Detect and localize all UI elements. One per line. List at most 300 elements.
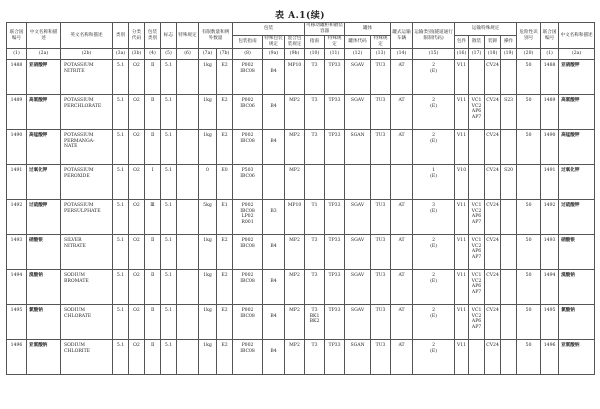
un-number-cell-2: 1489 [541, 95, 559, 130]
class-cell: 5.1 [113, 60, 129, 95]
class-code-cell: O2 [129, 270, 145, 305]
excepted-quantity-cell: E2 [217, 95, 233, 130]
col-number: (6) [177, 49, 199, 60]
table-row [7, 305, 595, 340]
col-mixed-packing: 混合包装规定 [285, 36, 305, 49]
col-tank-group: 罐体 [345, 23, 391, 36]
col-ts-operation: 操作 [501, 36, 517, 49]
label-cell: 5.1 [161, 60, 177, 95]
header-row-1 [7, 23, 595, 36]
ts-operation-cell [501, 340, 517, 375]
cn-name-cell: 高锰酸钾 [27, 130, 61, 165]
label-cell: 5.1 [161, 200, 177, 235]
col-en-name: 英文名称和描述 [61, 23, 113, 49]
tank-instruction-cell: T3 [305, 270, 325, 305]
packing-instruction-cell: P002 IBC08 [233, 130, 263, 165]
class-cell: 5.1 [113, 130, 129, 165]
ts-package-cell: V11 [455, 340, 469, 375]
tank-code-cell: SGAN [345, 130, 371, 165]
mixed-packing-cell: MP2 [285, 235, 305, 270]
packing-group-cell: Ⅱ [145, 235, 161, 270]
en-name-cell: POTASSIUM PERSULPHATE [61, 200, 113, 235]
dangerous-goods-table [6, 22, 595, 375]
limited-quantity-cell: 1kg [199, 270, 217, 305]
packing-instruction-cell: P002 IBC08 [233, 270, 263, 305]
col-un-no-2: 联合国编号 [541, 23, 559, 49]
limited-quantity-cell: 1kg [199, 235, 217, 270]
packing-group-cell: Ⅱ [145, 95, 161, 130]
excepted-quantity-cell: E1 [217, 200, 233, 235]
special-provision-cell [177, 235, 199, 270]
tank-instruction-cell: T1 [305, 200, 325, 235]
mixed-packing-cell: MP10 [285, 200, 305, 235]
tank-code-cell: SGAV [345, 270, 371, 305]
ts-loading-cell: CV24 [485, 130, 501, 165]
cn-name-cell: 高氯酸钾 [27, 95, 61, 130]
tank-provision-cell [371, 165, 391, 200]
un-number-cell: 1495 [7, 305, 27, 340]
transport-category-cell: 2 (E) [413, 130, 455, 165]
packing-instruction-cell: P002 IBC08 [233, 305, 263, 340]
class-cell: 5.1 [113, 165, 129, 200]
cn-name-cell-2: 溴酸钠 [559, 270, 595, 305]
table-row [7, 340, 595, 375]
un-number-cell: 1490 [7, 130, 27, 165]
ts-bulk-cell [469, 340, 485, 375]
hazard-id-cell: 50 [517, 130, 541, 165]
cn-name-cell-2: 高氯酸钾 [559, 95, 595, 130]
col-number: (2a) [27, 49, 61, 60]
cn-name-cell: 亚硝酸钾 [27, 60, 61, 95]
col-ts-bulk: 散装 [469, 36, 485, 49]
mixed-packing-cell: MP2 [285, 305, 305, 340]
class-code-cell: O2 [129, 305, 145, 340]
ts-package-cell: V10 [455, 165, 469, 200]
special-provision-cell [177, 95, 199, 130]
col-number: (7b) [217, 49, 233, 60]
class-code-cell: O2 [129, 165, 145, 200]
cn-name-cell-2: 高锰酸钾 [559, 130, 595, 165]
hazard-id-cell: 50 [517, 200, 541, 235]
limited-quantity-cell: 0 [199, 165, 217, 200]
tank-special-cell: TP33 [325, 235, 345, 270]
tank-provision-cell: TU3 [371, 270, 391, 305]
ts-loading-cell: CV24 [485, 270, 501, 305]
cn-name-cell-2: 过硫酸钾 [559, 200, 595, 235]
ts-operation-cell [501, 270, 517, 305]
transport-category-cell: 2 (E) [413, 270, 455, 305]
en-name-cell: SILVER NITRATE [61, 235, 113, 270]
excepted-quantity-cell: E0 [217, 165, 233, 200]
transport-category-cell: 2 (E) [413, 235, 455, 270]
packing-group-cell: Ⅱ [145, 270, 161, 305]
ts-package-cell: V11 [455, 60, 469, 95]
special-packing-cell: B4 [263, 270, 285, 305]
ts-package-cell: V11 [455, 235, 469, 270]
un-number-cell: 1491 [7, 165, 27, 200]
label-cell: 5.1 [161, 340, 177, 375]
transport-category-cell: 1 (E) [413, 165, 455, 200]
cn-name-cell: 过硫酸钾 [27, 200, 61, 235]
ts-loading-cell: CV24 [485, 200, 501, 235]
un-number-cell: 1496 [7, 340, 27, 375]
un-number-cell-2: 1494 [541, 270, 559, 305]
cn-name-cell: 亚氯酸钠 [27, 340, 61, 375]
col-transport-category: 运输类别(隧道通行限制代码) [413, 23, 455, 49]
col-class-code: 分类代码 [129, 23, 145, 49]
packing-group-cell: Ⅱ [145, 60, 161, 95]
col-number: (8) [233, 49, 263, 60]
vehicle-cell: AT [391, 200, 413, 235]
tank-instruction-cell: T3 BK1 BK2 [305, 305, 325, 340]
special-packing-cell: B3 [263, 200, 285, 235]
mixed-packing-cell: MP10 [285, 60, 305, 95]
col-limited-excepted: 有限数量和例外数量 [199, 23, 233, 49]
hazard-id-cell: 50 [517, 340, 541, 375]
class-cell: 5.1 [113, 340, 129, 375]
mixed-packing-cell: MP2 [285, 270, 305, 305]
col-number: (20) [517, 49, 541, 60]
col-number: (3b) [129, 49, 145, 60]
cn-name-cell: 溴酸钠 [27, 270, 61, 305]
ts-operation-cell: S23 [501, 95, 517, 130]
tank-provision-cell: TU3 [371, 60, 391, 95]
special-packing-cell: B4 [263, 60, 285, 95]
col-number: (13) [371, 49, 391, 60]
un-number-cell: 1488 [7, 60, 27, 95]
ts-bulk-cell: VC1 VC2 AP6 AP7 [469, 95, 485, 130]
limited-quantity-cell: 1kg [199, 95, 217, 130]
tank-instruction-cell: T3 [305, 235, 325, 270]
col-tank-special: 特殊规定 [325, 36, 345, 49]
col-number: (15) [413, 49, 455, 60]
excepted-quantity-cell: E2 [217, 60, 233, 95]
label-cell: 5.1 [161, 165, 177, 200]
tank-code-cell: SGAN [345, 340, 371, 375]
table-row [7, 130, 595, 165]
ts-loading-cell: CV24 [485, 305, 501, 340]
cn-name-cell: 硝酸银 [27, 235, 61, 270]
packing-group-cell: Ⅱ [145, 340, 161, 375]
class-cell: 5.1 [113, 235, 129, 270]
ts-package-cell: V11 [455, 200, 469, 235]
ts-bulk-cell [469, 165, 485, 200]
en-name-cell: SODIUM BROMATE [61, 270, 113, 305]
table-row [7, 235, 595, 270]
tank-code-cell: SGAV [345, 95, 371, 130]
vehicle-cell: AT [391, 130, 413, 165]
hazard-id-cell: 50 [517, 305, 541, 340]
table-row [7, 60, 595, 95]
hazard-id-cell: 50 [517, 95, 541, 130]
un-number-cell-2: 1493 [541, 235, 559, 270]
table-row [7, 165, 595, 200]
tank-special-cell: TP33 [325, 340, 345, 375]
vehicle-cell: AT [391, 305, 413, 340]
special-provision-cell [177, 165, 199, 200]
special-provision-cell [177, 60, 199, 95]
tank-code-cell: SGAV [345, 235, 371, 270]
class-cell: 5.1 [113, 200, 129, 235]
special-packing-cell: B4 [263, 235, 285, 270]
col-un-no: 联合国编号 [7, 23, 27, 49]
ts-operation-cell [501, 200, 517, 235]
ts-package-cell: V11 [455, 270, 469, 305]
col-number: (10) [305, 49, 325, 60]
cn-name-cell-2: 过氧化钾 [559, 165, 595, 200]
tank-code-cell: SGAV [345, 200, 371, 235]
ts-package-cell: V11 [455, 305, 469, 340]
col-ts-package: 包件 [455, 36, 469, 49]
class-code-cell: O2 [129, 95, 145, 130]
tank-code-cell [345, 165, 371, 200]
un-number-cell-2: 1496 [541, 340, 559, 375]
tank-provision-cell: TU3 [371, 235, 391, 270]
label-cell: 5.1 [161, 95, 177, 130]
col-ts-loading: 装卸 [485, 36, 501, 49]
ts-loading-cell: CV24 [485, 340, 501, 375]
limited-quantity-cell: 1kg [199, 130, 217, 165]
vehicle-cell: AT [391, 235, 413, 270]
special-packing-cell: B4 [263, 305, 285, 340]
hazard-id-cell [517, 165, 541, 200]
ts-operation-cell [501, 60, 517, 95]
un-number-cell-2: 1492 [541, 200, 559, 235]
special-provision-cell [177, 305, 199, 340]
column-number-row [7, 49, 595, 60]
packing-group-cell: Ⅰ [145, 165, 161, 200]
un-number-cell-2: 1491 [541, 165, 559, 200]
col-portable-tank-group: 可移动罐柜和散装容器 [306, 23, 343, 34]
transport-category-cell: 2 (E) [413, 305, 455, 340]
special-provision-cell [177, 200, 199, 235]
vehicle-cell: AT [391, 60, 413, 95]
excepted-quantity-cell: E2 [217, 270, 233, 305]
col-labels: 标志 [161, 23, 177, 49]
en-name-cell: POTASSIUM PERCHLORATE [61, 95, 113, 130]
ts-package-cell: V11 [455, 95, 469, 130]
col-special-packing: 特殊包装规定 [264, 36, 283, 47]
label-cell: 5.1 [161, 130, 177, 165]
col-number: (2a) [559, 49, 595, 60]
table-row [7, 200, 595, 235]
ts-operation-cell: S20 [501, 165, 517, 200]
tank-provision-cell: TU3 [371, 305, 391, 340]
col-number: (9a) [263, 49, 285, 60]
tank-provision-cell: TU3 [371, 95, 391, 130]
col-class: 类别 [113, 23, 129, 49]
limited-quantity-cell: 1kg [199, 305, 217, 340]
class-code-cell: O2 [129, 130, 145, 165]
special-provision-cell [177, 340, 199, 375]
packing-instruction-cell: P002 IBC08 [233, 340, 263, 375]
label-cell: 5.1 [161, 270, 177, 305]
class-code-cell: O2 [129, 235, 145, 270]
ts-loading-cell: CV24 [485, 95, 501, 130]
class-code-cell: O2 [129, 60, 145, 95]
col-transport-special-group: 运输特殊规定 [455, 23, 517, 36]
en-name-cell: SODIUM CHLORATE [61, 305, 113, 340]
col-special-provisions: 特殊规定 [177, 23, 199, 49]
vehicle-cell [391, 165, 413, 200]
vehicle-cell: AT [391, 95, 413, 130]
tank-special-cell: TP33 [325, 95, 345, 130]
class-code-cell: O2 [129, 200, 145, 235]
tank-code-cell: SGAV [345, 60, 371, 95]
col-packing-instructions: 包装指南 [233, 36, 263, 49]
un-number-cell: 1489 [7, 95, 27, 130]
hazard-id-cell: 50 [517, 60, 541, 95]
cn-name-cell-2: 硝酸银 [559, 235, 595, 270]
limited-quantity-cell: 1kg [199, 60, 217, 95]
class-code-cell: O2 [129, 340, 145, 375]
packing-group-cell: Ⅱ [145, 305, 161, 340]
col-number: (3a) [113, 49, 129, 60]
special-provision-cell [177, 270, 199, 305]
special-packing-cell [263, 165, 285, 200]
ts-bulk-cell: VC1 VC2 AP6 AP7 [469, 200, 485, 235]
col-hazard-id: 危险性识别号 [517, 23, 541, 49]
transport-category-cell: 2 (E) [413, 340, 455, 375]
tank-special-cell: TP33 [325, 60, 345, 95]
hazard-id-cell: 50 [517, 270, 541, 305]
col-number: (12) [345, 49, 371, 60]
excepted-quantity-cell: E2 [217, 130, 233, 165]
packing-instruction-cell: P503 IBC06 [233, 165, 263, 200]
un-number-cell-2: 1495 [541, 305, 559, 340]
ts-operation-cell [501, 235, 517, 270]
ts-bulk-cell: VC1 VC2 AP6 AP7 [469, 305, 485, 340]
un-number-cell: 1493 [7, 235, 27, 270]
packing-group-cell: Ⅲ [145, 200, 161, 235]
special-packing-cell: B4 [263, 130, 285, 165]
mixed-packing-cell: MP2 [285, 130, 305, 165]
tank-provision-cell: TU3 [371, 200, 391, 235]
mixed-packing-cell: MP2 [285, 165, 305, 200]
tank-special-cell: TP33 [325, 270, 345, 305]
col-number: (16) [455, 49, 469, 60]
label-cell: 5.1 [161, 305, 177, 340]
tank-special-cell: TP33 [325, 305, 345, 340]
col-number: (18) [485, 49, 501, 60]
col-number: (1) [541, 49, 559, 60]
limited-quantity-cell: 5kg [199, 200, 217, 235]
mixed-packing-cell: MP2 [285, 95, 305, 130]
ts-loading-cell: CV24 [485, 60, 501, 95]
packing-instruction-cell: P002 IBC06 [233, 95, 263, 130]
col-number: (17) [469, 49, 485, 60]
class-cell: 5.1 [113, 270, 129, 305]
class-cell: 5.1 [113, 305, 129, 340]
col-tank-provisions: 特殊规定 [371, 36, 391, 49]
col-number: (5) [161, 49, 177, 60]
col-cn-name-2: 中文名称和描述 [559, 23, 595, 49]
en-name-cell: POTASSIUM NITRITE [61, 60, 113, 95]
special-provision-cell [177, 130, 199, 165]
cn-name-cell-2: 氯酸钠 [559, 305, 595, 340]
vehicle-cell: AT [391, 340, 413, 375]
col-number: (4) [145, 49, 161, 60]
cn-name-cell: 氯酸钠 [27, 305, 61, 340]
cn-name-cell-2: 亚氯酸钠 [559, 340, 595, 375]
ts-operation-cell [501, 130, 517, 165]
limited-quantity-cell: 1kg [199, 340, 217, 375]
table-title: 表 A.1(续) [274, 11, 326, 21]
transport-category-cell: 3 (E) [413, 200, 455, 235]
ts-bulk-cell: VC1 VC2 AP6 AP7 [469, 235, 485, 270]
table-body [7, 60, 595, 375]
col-number: (11) [325, 49, 345, 60]
packing-instruction-cell: P002 IBC08 [233, 235, 263, 270]
table-row [7, 270, 595, 305]
tank-instruction-cell [305, 165, 325, 200]
packing-instruction-cell: P002 IBC08 LP02 R001 [233, 200, 263, 235]
cn-name-cell: 过氧化钾 [27, 165, 61, 200]
col-packaging-group: 包装 [233, 23, 305, 36]
excepted-quantity-cell: E2 [217, 305, 233, 340]
packing-group-cell: Ⅱ [145, 130, 161, 165]
transport-category-cell: 2 (E) [413, 60, 455, 95]
excepted-quantity-cell: E2 [217, 235, 233, 270]
tank-instruction-cell: T3 [305, 340, 325, 375]
col-number: (14) [391, 49, 413, 60]
tank-special-cell: TP33 [325, 200, 345, 235]
tank-code-cell: SGAV [345, 305, 371, 340]
ts-package-cell: V11 [455, 130, 469, 165]
col-tank-code: 罐体代码 [345, 36, 371, 49]
transport-category-cell: 2 (E) [413, 95, 455, 130]
ts-bulk-cell [469, 130, 485, 165]
col-tank-instructions: 指南 [305, 36, 325, 49]
ts-loading-cell: CV24 [485, 235, 501, 270]
vehicle-cell: AT [391, 270, 413, 305]
en-name-cell: POTASSIUM PEROXIDE [61, 165, 113, 200]
un-number-cell-2: 1490 [541, 130, 559, 165]
col-number: (2b) [61, 49, 113, 60]
label-cell: 5.1 [161, 235, 177, 270]
tank-provision-cell: TU3 [371, 340, 391, 375]
cn-name-cell-2: 亚硝酸钾 [559, 60, 595, 95]
en-name-cell: SODIUM CHLORITE [61, 340, 113, 375]
hazard-id-cell: 50 [517, 235, 541, 270]
special-packing-cell: B4 [263, 340, 285, 375]
ts-bulk-cell: VC1 VC2 AP6 AP7 [469, 270, 485, 305]
col-number: (1) [7, 49, 27, 60]
col-number: (9b) [285, 49, 305, 60]
tank-instruction-cell: T3 [305, 130, 325, 165]
col-vehicle: 罐式运输车辆 [391, 23, 413, 49]
tank-instruction-cell: T3 [305, 60, 325, 95]
ts-operation-cell [501, 305, 517, 340]
ts-loading-cell: CV24 [485, 165, 501, 200]
col-number: (7a) [199, 49, 217, 60]
class-cell: 5.1 [113, 95, 129, 130]
un-number-cell: 1492 [7, 200, 27, 235]
tank-instruction-cell: T3 [305, 95, 325, 130]
table-row [7, 95, 595, 130]
un-number-cell: 1494 [7, 270, 27, 305]
ts-bulk-cell [469, 60, 485, 95]
un-number-cell-2: 1488 [541, 60, 559, 95]
tank-provision-cell: TU3 [371, 130, 391, 165]
excepted-quantity-cell: E2 [217, 340, 233, 375]
mixed-packing-cell: MP2 [285, 340, 305, 375]
tank-special-cell: TP33 [325, 130, 345, 165]
col-number: (19) [501, 49, 517, 60]
en-name-cell: POTASSIUM PERMANGA- NATE [61, 130, 113, 165]
col-packing-group: 包装类别 [145, 23, 161, 49]
tank-special-cell [325, 165, 345, 200]
